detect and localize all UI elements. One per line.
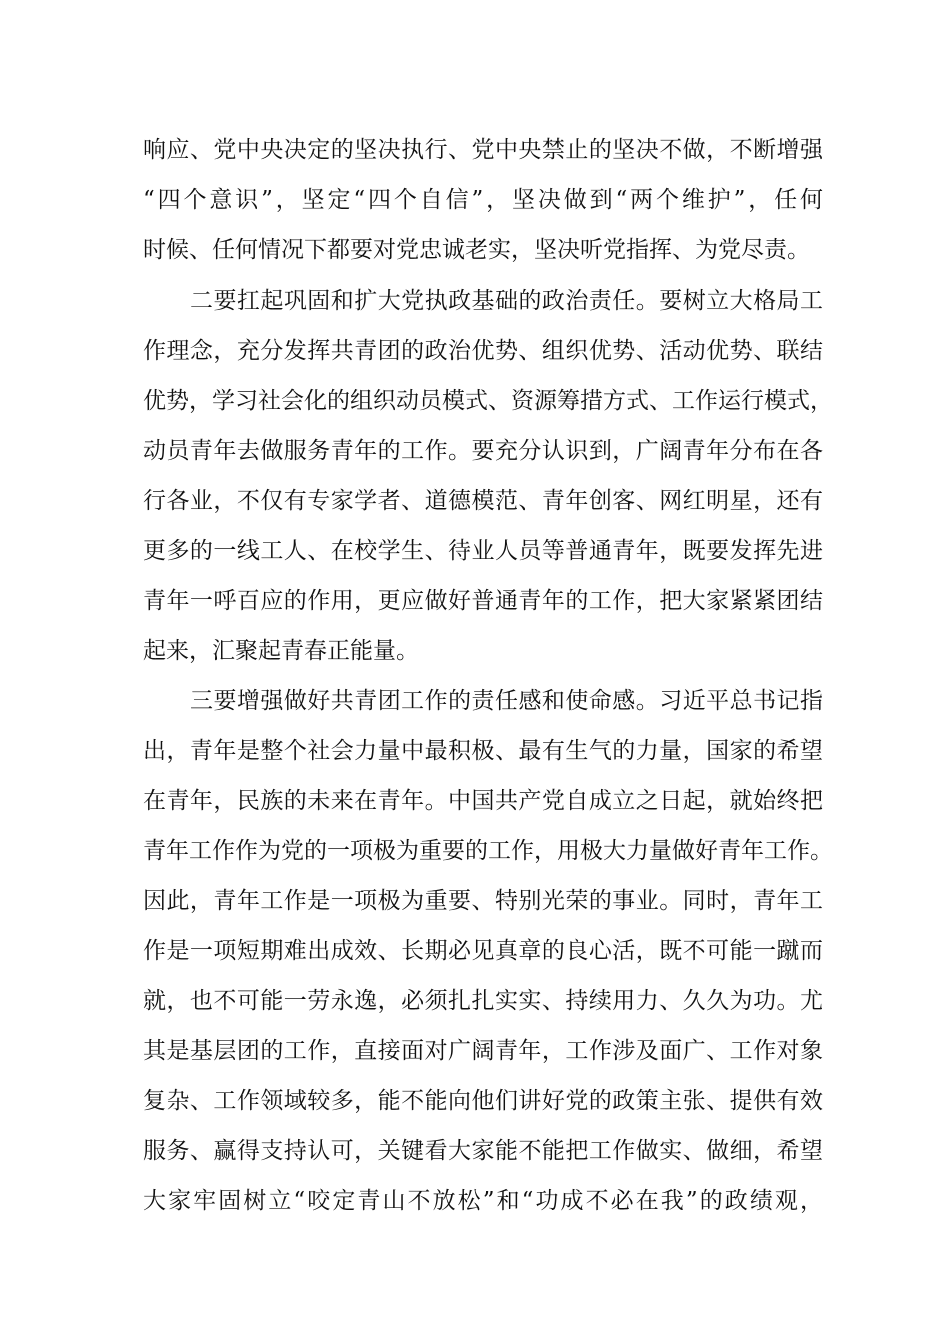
text-line: 作理念，充分发挥共青团的政治优势、组织优势、活动优势、联结 xyxy=(143,338,823,364)
text-line: 出，青年是整个社会力量中最积极、最有生气的力量，国家的希望 xyxy=(143,738,823,764)
text-line: 动员青年去做服务青年的工作。要充分认识到，广阔青年分布在各 xyxy=(143,438,823,464)
text-line: 其是基层团的工作，直接面对广阔青年，工作涉及面广、工作对象 xyxy=(143,1038,823,1064)
paragraph-start-line: 二要扛起巩固和扩大党执政基础的政治责任。要树立大格局工 xyxy=(190,288,823,314)
text-line: 响应、党中央决定的坚决执行、党中央禁止的坚决不做，不断增强 xyxy=(143,137,823,163)
text-line: 起来，汇聚起青春正能量。 xyxy=(143,638,419,664)
text-line: 时候、任何情况下都要对党忠诚老实，坚决听党指挥、为党尽责。 xyxy=(143,237,810,263)
text-line: 在青年，民族的未来在青年。中国共产党自成立之日起，就始终把 xyxy=(143,788,823,814)
text-line: 因此，青年工作是一项极为重要、特别光荣的事业。同时，青年工 xyxy=(143,888,823,914)
text-line: 作是一项短期难出成效、长期必见真章的良心活，既不可能一蹴而 xyxy=(143,938,823,964)
text-line: 服务、赢得支持认可，关键看大家能不能把工作做实、做细，希望 xyxy=(143,1138,823,1164)
text-line: 复杂、工作领域较多，能不能向他们讲好党的政策主张、提供有效 xyxy=(143,1088,823,1114)
text-line: 大家牢固树立“咬定青山不放松”和“功成不必在我”的政绩观， xyxy=(143,1188,823,1214)
text-line: 青年一呼百应的作用，更应做好普通青年的工作，把大家紧紧团结 xyxy=(143,588,823,614)
text-line: 青年工作作为党的一项极为重要的工作，用极大力量做好青年工作。 xyxy=(143,838,833,864)
paragraph-start-line: 三要增强做好共青团工作的责任感和使命感。习近平总书记指 xyxy=(190,688,823,714)
text-line: 就，也不可能一劳永逸，必须扎扎实实、持续用力、久久为功。尤 xyxy=(143,988,823,1014)
text-line: 优势，学习社会化的组织动员模式、资源筹措方式、工作运行模式， xyxy=(143,388,833,414)
text-line: 更多的一线工人、在校学生、待业人员等普通青年，既要发挥先进 xyxy=(143,538,823,564)
text-line: “四个意识”，坚定“四个自信”，坚决做到“两个维护”，任何 xyxy=(143,187,823,213)
text-line: 行各业，不仅有专家学者、道德模范、青年创客、网红明星，还有 xyxy=(143,488,823,514)
